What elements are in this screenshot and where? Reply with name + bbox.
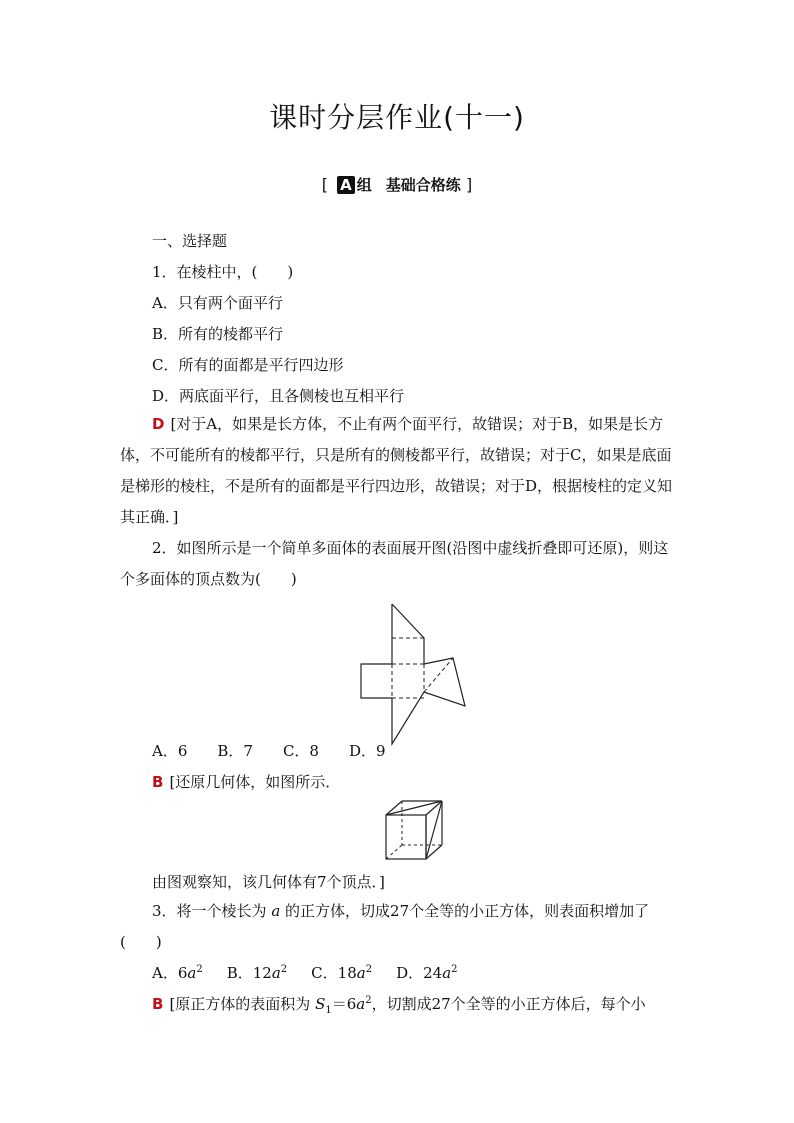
q1-option-b: B．所有的棱都平行 [152, 325, 284, 343]
q3-answer: B [152, 995, 164, 1013]
group-name: 组 [356, 176, 372, 194]
q2-answer-line [152, 771, 340, 792]
q3-stem-variable: a [271, 902, 281, 920]
solid-figure [382, 797, 450, 865]
q3-option-b: B．$12a^2$ [226, 964, 288, 982]
q3-option-d: D．$24a^2$ [396, 964, 458, 982]
q1-stem: 1．在棱柱中，( ) [152, 263, 294, 281]
q3-option-a: A．$6a^2$ [152, 964, 203, 982]
group-close-bracket: ] [466, 175, 473, 194]
q3-stem-text-2: 的正方体，切成27个全等的小正方体，则表面积增加了( ) [120, 902, 650, 951]
q1-option-c: C．所有的面都是平行四边形 [152, 356, 344, 374]
q1-option-a: A．只有两个面平行 [152, 294, 283, 312]
group-heading [0, 174, 794, 195]
q3-option-c: C．$18a^2$ [311, 964, 373, 982]
q2-stem: 2．如图所示是一个简单多面体的表面展开图(沿图中虚线折叠即可还原)，则这个多面体的顶点数为( ) [120, 539, 669, 588]
q3-options [152, 962, 458, 983]
group-open-bracket: [ [321, 175, 328, 194]
q2-conclusion: 由图观察知，该几何体有7个顶点．] [152, 873, 385, 891]
q1-option-d: D．两底面平行，且各侧棱也互相平行 [152, 387, 405, 405]
q2-stem-block [120, 533, 676, 595]
q2-answer: B [152, 773, 164, 791]
group-letter-badge: A [337, 176, 355, 194]
q2-explanation: [还原几何体，如图所示． [169, 773, 341, 791]
q2-options: A．6 B．7 C．8 D．9 [152, 742, 386, 760]
q3-answer-line: B [原正方体的表面积为 $S_1=6a^2$，切割成27个全等的小正方体后，每个小 [152, 995, 646, 1016]
q1-answer: D [152, 415, 165, 433]
net-figure [355, 598, 470, 746]
q1-explanation: [对于A，如果是长方体，不止有两个面平行，故错误；对于B，如果是长方体，不可能所有的棱都平行，只是所有的侧棱都平行，故错误；对于C，如果是底面是梯形的棱柱，不是所有的面都是平行四边形，故错误；对于D，根据棱柱的定义知其正确．] [120, 415, 673, 526]
page-title: 课时分层作业(十一) [269, 101, 525, 134]
q3-stem-block [120, 896, 676, 958]
q1-answer-block [120, 409, 676, 533]
section-heading: 一、选择题 [152, 232, 228, 250]
q3-stem-text-1: 3．将一个棱长为 [152, 902, 272, 920]
group-label: 基础合格练 [385, 176, 461, 194]
